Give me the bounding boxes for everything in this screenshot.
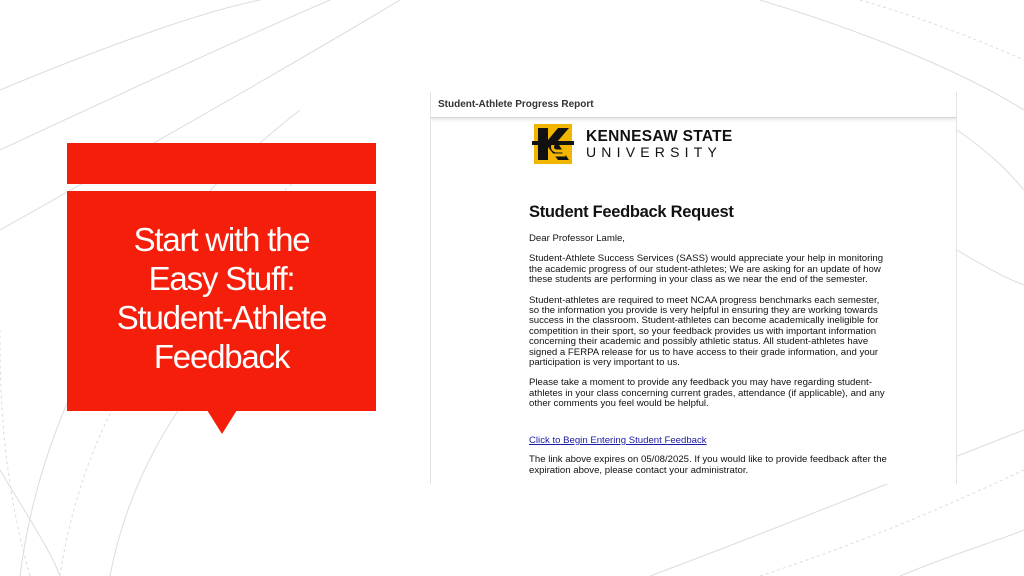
slide-title: Start with the Easy Stuff: Student-Athlete Feedback (116, 221, 327, 375)
logo-line-kennesaw: KENNESAW STATE (586, 127, 733, 145)
university-logo (530, 121, 733, 167)
email-screenshot (430, 92, 957, 484)
email-paragraph-1: Student-Athlete Success Services (SASS) would appreciate your help in monitoring the academic progress of our student-athletes; We are asking for an update of how these students are performing in your class as we near the end of the semester. (529, 253, 884, 286)
accent-strip (67, 143, 376, 184)
logo-line-university: UNIVERSITY (586, 144, 723, 161)
ksu-monogram-icon (530, 121, 576, 167)
email-body (529, 203, 889, 484)
email-window-title: Student-Athlete Progress Report (431, 92, 956, 118)
email-paragraph-2: Student-athletes are required to meet NCAA progress benchmarks each semester, so the information you provide is very helpful in ensuring they are working towards success in the classroom. Student-athletes can become academically ineligible for competition in their sport, so your feedback provides us with important information concerning their academic and possibly athletic status. All student-athletes have signed a FERPA release for us to have access to their grade information, and your participation is very important to us. (529, 294, 880, 369)
begin-feedback-link[interactable]: Click to Begin Entering Student Feedback (529, 434, 707, 446)
email-expiry-note: The link above expires on 05/08/2025. If you would like to provide feedback after the expiration above, please contact your administrator. (529, 454, 887, 476)
email-heading: Student Feedback Request (529, 203, 734, 221)
email-paragraph-3: Please take a moment to provide any feedback you may have regarding student-athletes in your class concerning current grades, attendance (if applicable), and any other comments you feel would be helpful. (529, 377, 885, 410)
title-callout (67, 191, 376, 411)
email-greeting: Dear Professor Lamle, (529, 233, 625, 244)
callout-pointer (207, 410, 237, 434)
